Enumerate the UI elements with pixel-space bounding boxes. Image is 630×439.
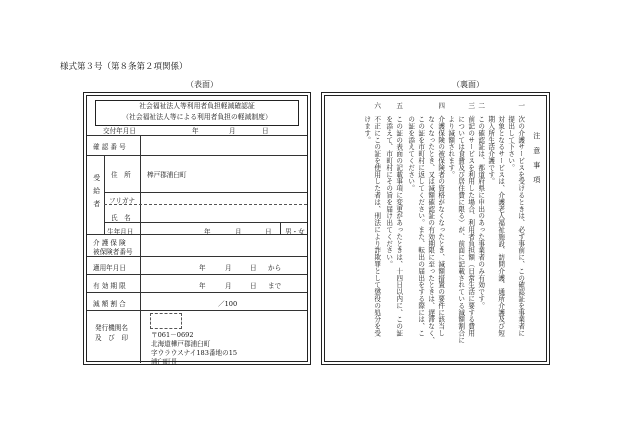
note-column: 四 介護保険の被保険者の資格がなくなったとき、減額措置の要件に該当し bbox=[436, 102, 445, 337]
issue-date-month: 月 bbox=[229, 127, 236, 135]
note-column: 対象となるサービスは、介護老人福祉施設、訪問介護、通所介護及び短 bbox=[496, 102, 505, 337]
reduction-ratio-label: 減 額 割 合 bbox=[93, 300, 126, 308]
front-card-inner bbox=[86, 95, 308, 366]
insured-number-label-1: 介 護 保 険 bbox=[93, 239, 126, 247]
apply-date-month: 月 bbox=[225, 264, 232, 272]
insured-number-label-2: 被保険者番号 bbox=[93, 248, 133, 256]
back-side-label: （裏面） bbox=[452, 80, 484, 89]
valid-period-year: 年 bbox=[199, 282, 206, 290]
address-value: 棒戸郡浦臼町 bbox=[147, 171, 187, 179]
issuer-label-2: 及 び 印 bbox=[95, 334, 128, 342]
front-side-label: （表面） bbox=[186, 80, 218, 89]
note-column: 三 前記のサービスを利用した場合、利用者負担額（日常生活に要する費用 bbox=[466, 102, 475, 337]
birthdate-label: 生年月日 bbox=[107, 228, 134, 236]
recipient-label: 受給者 bbox=[92, 174, 101, 213]
issuer-name: 浦臼町長 bbox=[151, 358, 178, 366]
issue-date-day: 日 bbox=[262, 127, 269, 135]
name-label: 氏 名 bbox=[111, 214, 131, 222]
issue-date-label: 交付年月日 bbox=[103, 127, 136, 135]
issuer-postal: 〒061－0692 bbox=[151, 331, 194, 339]
valid-period-month: 月 bbox=[225, 282, 232, 290]
note-column: 提出して下さい。 bbox=[506, 102, 515, 171]
note-column: 五 この証の表面の記載事項に変更があったときは、十四日以内に、この証 bbox=[394, 102, 403, 337]
note-column: この証を市町村に返してください。また、転出の届出をする際には、こ bbox=[416, 102, 425, 337]
apply-date-suffix: から bbox=[268, 264, 282, 272]
form-number-header: 様式第３号（第８条第２項関係） bbox=[60, 62, 188, 72]
reduction-ratio-value: ／100 bbox=[218, 300, 238, 308]
confirm-number-label: 確 認 番 号 bbox=[93, 143, 126, 151]
address-label: 住 所 bbox=[111, 171, 131, 179]
issuer-label-1: 発行機関名 bbox=[95, 324, 128, 332]
back-card-inner bbox=[324, 95, 547, 362]
card-title-box bbox=[95, 100, 299, 126]
back-card bbox=[321, 92, 550, 365]
note-column: の証を添えてください。 bbox=[406, 102, 415, 192]
note-column: 六 不正にこの証を使用した者は、刑法により詐欺罪として懲役の処分を受 bbox=[372, 102, 381, 337]
note-column: けます。 bbox=[362, 102, 371, 144]
apply-date-day: 日 bbox=[250, 264, 257, 272]
apply-date-label: 適用年月日 bbox=[93, 264, 126, 272]
birthdate-day: 日 bbox=[265, 228, 272, 236]
note-column: なくなったとき、又は減額確認証の有効期限に至ったときは、遅滞なく、 bbox=[426, 102, 435, 344]
valid-period-suffix: まで bbox=[268, 282, 282, 290]
note-column: より減額されます。 bbox=[446, 102, 455, 178]
note-column: については食費及び居住費に限る）が、前面に記載されている減額割合に bbox=[456, 102, 465, 344]
note-column: を添えて、市町村にその旨を届け出てください。 bbox=[384, 102, 393, 268]
notes-heading: 注 意 事 項 bbox=[532, 132, 541, 184]
note-column: 期入所生活介護です。 bbox=[486, 102, 495, 185]
apply-date-year: 年 bbox=[199, 264, 206, 272]
furigana-label: フリガナ bbox=[109, 197, 136, 205]
issue-date-year: 年 bbox=[192, 127, 199, 135]
birthdate-year: 年 bbox=[204, 228, 211, 236]
card-subtitle: （社会福祉法人等による利用者負担の軽減制度） bbox=[122, 113, 272, 121]
front-card bbox=[83, 92, 311, 365]
note-column: 一 次の介護サービスを受けるときは、必ず事前に、この確認証を事業者に bbox=[516, 102, 525, 337]
note-column: 二 この確認証は、都道府県に申出のあった事業者のみ有効です。 bbox=[476, 102, 485, 309]
gender-select: 男・女 bbox=[285, 228, 305, 236]
valid-period-day: 日 bbox=[250, 282, 257, 290]
issuer-address-1: 北海道樺戸郡浦臼町 bbox=[151, 340, 211, 348]
issuer-address-2: 字ウラウスナイ183番地の15 bbox=[151, 349, 238, 357]
valid-period-label: 有 効 期 限 bbox=[93, 282, 126, 290]
birthdate-month: 月 bbox=[235, 228, 242, 236]
stamp-placeholder bbox=[150, 313, 182, 329]
card-title: 社会福祉法人等利用者負担軽減確認証 bbox=[139, 102, 255, 110]
